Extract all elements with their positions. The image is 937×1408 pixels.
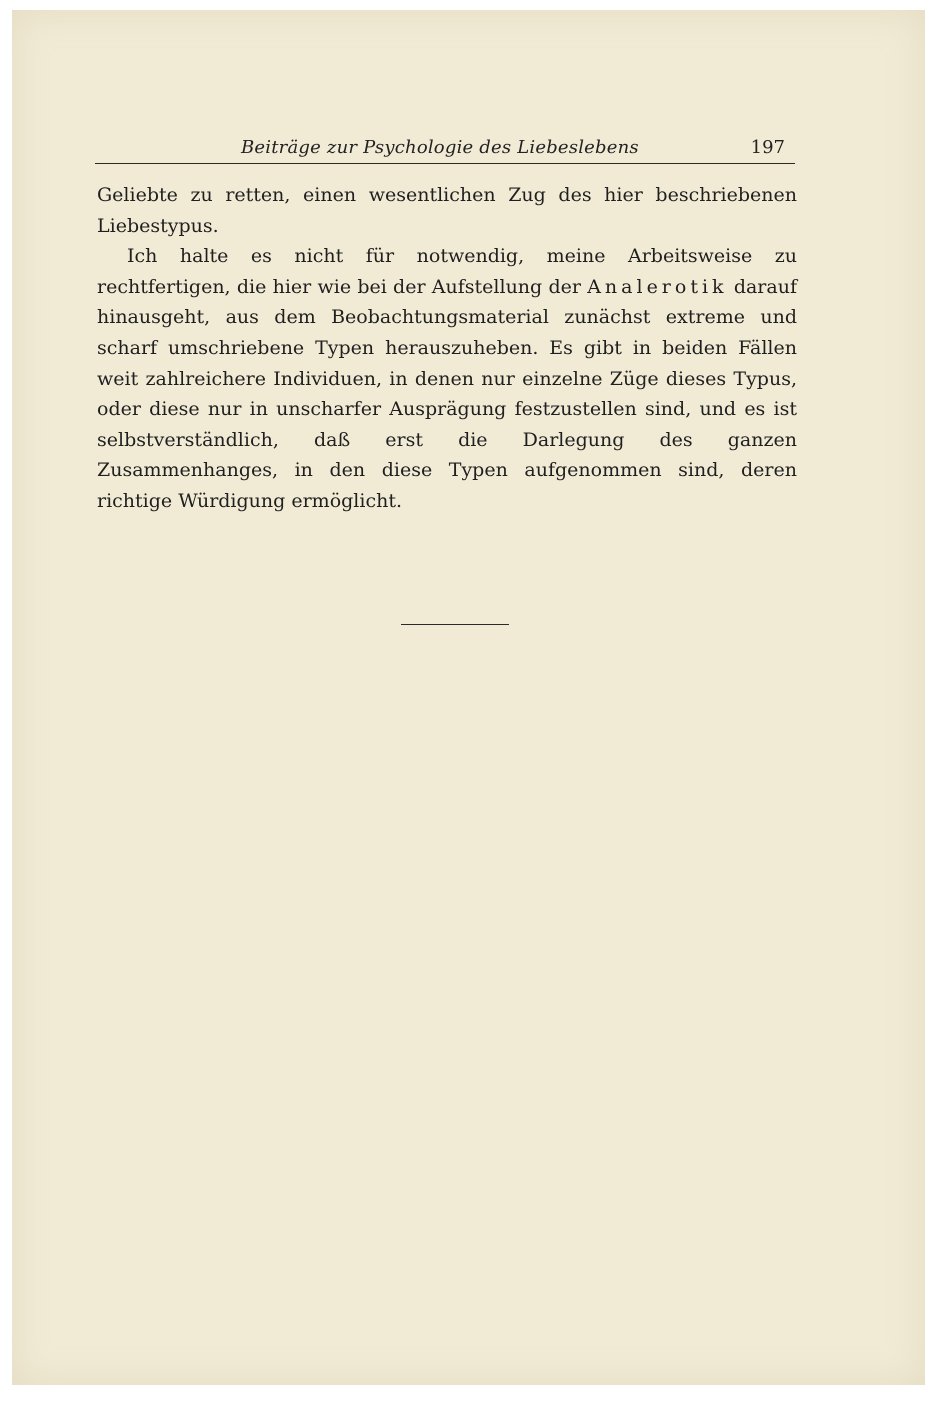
- page-header: [95, 127, 795, 164]
- paragraph-2: [97, 241, 797, 516]
- section-end-rule: [401, 624, 509, 625]
- paragraph-2-rest: darauf hinausgeht, aus dem Beobachtungsmaterial zunächst extreme und scharf umschriebene Typen herauszuheben. Es gibt in beiden Fällen weit zahlreichere Individuen, in denen nur einzelne Züge dieses Typus, oder diese nur in unscharfer Ausprägung festzustellen sind, und es ist selbstverständlich, daß erst die Darlegung des ganzen Zusammenhanges, in den diese Typen aufgenommen sind, deren richtige Würdigung ermöglicht.: [97, 275, 797, 512]
- emphasized-term: Analerotik: [587, 275, 728, 298]
- book-page: [12, 10, 925, 1385]
- page-number: 197: [750, 137, 785, 158]
- paragraph-2-start: Ich halte es nicht für notwendig, meine Arbeitsweise zu rechtfertigen, die hier wie bei der Aufstellung der: [97, 245, 797, 298]
- running-head: Beiträge zur Psychologie des Liebeslebens: [241, 137, 639, 158]
- paragraph-1: Geliebte zu retten, einen wesentlichen Zug des hier beschriebenen Liebestypus.: [97, 184, 797, 237]
- body-text: [97, 180, 797, 517]
